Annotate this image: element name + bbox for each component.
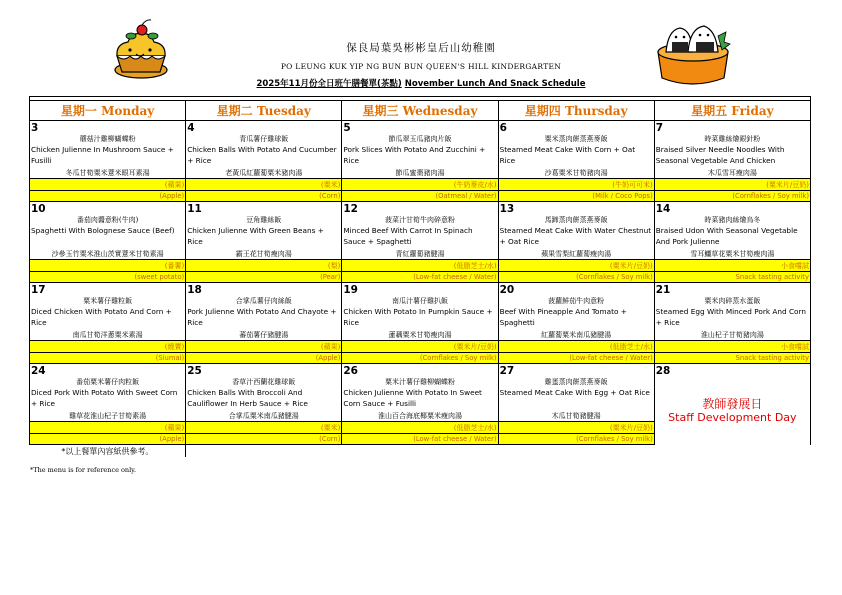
day-date: 25 (186, 364, 342, 378)
weekday-wednesday: 星期三 Wednesday (342, 101, 498, 121)
dish-en: Diced Chicken With Potato And Corn + Rice (30, 306, 186, 329)
snack-zh: 小食嚐試 (654, 341, 810, 353)
soup-zh: 木瓜甘筍豬腱湯 (498, 410, 654, 422)
snack-en: (Apple) (186, 353, 342, 364)
day-date: 19 (342, 283, 498, 297)
dish-zh: 南瓜汁薯仔雞扒飯 (342, 296, 498, 306)
day-date: 20 (498, 283, 654, 297)
dish-zh: 雞蛋蒸肉餅蒸燕麥飯 (498, 377, 654, 387)
week-1-day-date-row (30, 121, 811, 135)
week-1-soup-zh-row (30, 167, 811, 179)
snack-zh: (粟米) (186, 422, 342, 434)
snack-zh: (低脂芝士/水) (342, 422, 498, 434)
week-3-soup-zh-row (30, 329, 811, 341)
snack-en: (Siumai) (30, 353, 186, 364)
dish-zh: 時菜豬肉絲燴烏冬 (654, 215, 810, 225)
dish-en: Steamed Meat Cake With Water Chestnut + Oat Rice (498, 225, 654, 248)
staff-day-zh: 教師發展日 (702, 396, 763, 411)
soup-zh: 合掌瓜粟米南瓜豬腱湯 (186, 410, 342, 422)
soup-zh: 節瓜蜜棗豬肉湯 (342, 167, 498, 179)
day-date: 7 (654, 121, 810, 135)
snack-zh: (蘋果) (186, 341, 342, 353)
soup-zh: 沙參玉竹粟米淮山茨實薏米甘筍素湯 (30, 248, 186, 260)
footnote-en: *The menu is for reference only. (30, 466, 137, 474)
week-3-dish-zh-row (30, 296, 811, 306)
soup-zh: 雞草花淮山杞子甘筍素湯 (30, 410, 186, 422)
week-3-day-date-row (30, 283, 811, 297)
day-date: 10 (30, 202, 186, 216)
snack-en: (Low-fat cheese / Water) (498, 353, 654, 364)
week-3-snack-en-row (30, 353, 811, 364)
soup-zh: 南瓜甘筍洋蔥粟米素湯 (30, 329, 186, 341)
school-name-zh: 保良局葉吳彬彬皇后山幼稚園 (346, 42, 496, 54)
soup-zh: 木瓜雪耳瘦肉湯 (654, 167, 810, 179)
day-date: 3 (30, 121, 186, 135)
dish-en: Braised Udon With Seasonal Vegetable And Pork Julienne (654, 225, 810, 248)
snack-zh: (粟米片/豆奶) (498, 260, 654, 272)
soup-zh: 老黃瓜紅蘿蔔粟米豬肉湯 (186, 167, 342, 179)
menu-table (29, 96, 811, 457)
soup-zh: 紅蘿蔔粟米南瓜豬腱湯 (498, 329, 654, 341)
snack-en: (Cornflakes / Soy milk) (498, 434, 654, 445)
day-date: 18 (186, 283, 342, 297)
schedule-title: 2025年11月份全日班午膳餐單(茶點) November Lunch And Snack Schedule (256, 79, 586, 89)
dish-en: Minced Beef With Carrot In Spinach Sauce + Spaghetti (342, 225, 498, 248)
day-date: 11 (186, 202, 342, 216)
weekday-thursday: 星期四 Thursday (498, 101, 654, 121)
dish-en: Beef With Pineapple And Tomato + Spaghetti (498, 306, 654, 329)
snack-en: (Cornflakes / Soy milk) (342, 353, 498, 364)
week-2-soup-zh-row (30, 248, 811, 260)
snack-en: (Low-fat cheese / Water) (342, 434, 498, 445)
day-date: 4 (186, 121, 342, 135)
week-1-dish-zh-row (30, 134, 811, 144)
soup-zh: 沙葛粟米甘筍豬肉湯 (498, 167, 654, 179)
dish-en: Chicken Julienne With Potato In Sweet Corn Sauce + Fusilli (342, 387, 498, 410)
snack-en: (Apple) (30, 434, 186, 445)
dish-en: Spaghetti With Bolognese Sauce (Beef) (30, 225, 186, 248)
snack-en: (Milk / Coco Pops) (498, 191, 654, 202)
soup-zh: 淮山杞子甘筍豬肉湯 (654, 329, 810, 341)
day-date: 6 (498, 121, 654, 135)
soup-zh: 蕃茄薯仔豬腱湯 (186, 329, 342, 341)
dish-en: Chicken Julienne In Mushroom Sauce + Fusilli (30, 144, 186, 167)
week-2-dish-zh-row (30, 215, 811, 225)
staff-day-en: Staff Development Day (668, 410, 797, 424)
day-date: 28 (654, 364, 810, 378)
day-date: 5 (342, 121, 498, 135)
soup-zh: 蓮藕粟米甘筍瘦肉湯 (342, 329, 498, 341)
snack-en: (Oatmeal / Water) (342, 191, 498, 202)
week-4-dish-zh-row (30, 377, 811, 387)
school-name-en: PO LEUNG KUK YIP NG BUN BUN QUEEN'S HILL KINDERGARTEN (280, 62, 562, 71)
snack-en: Snack tasting activity (654, 353, 810, 364)
soup-zh: 霸王花甘筍瘦肉湯 (186, 248, 342, 260)
snack-zh: (燒賣) (30, 341, 186, 353)
dish-zh: 番茄肉醬意粉(牛肉) (30, 215, 186, 225)
day-date: 21 (654, 283, 810, 297)
snack-zh: (牛奶可可米) (498, 179, 654, 191)
day-date: 14 (654, 202, 810, 216)
snack-en: (Cornflakes / Soy milk) (654, 191, 810, 202)
dish-zh: 合掌瓜薯仔肉絲飯 (186, 296, 342, 306)
snack-zh: (梨) (186, 260, 342, 272)
dish-zh: 節瓜翠玉瓜豬肉片飯 (342, 134, 498, 144)
snack-en: (Corn) (186, 434, 342, 445)
dish-zh: 粟米蒸肉餅蒸燕麥飯 (498, 134, 654, 144)
dish-zh: 蘑菇汁雞柳蝴蝶粉 (30, 134, 186, 144)
snack-zh: (粟米片/豆奶) (498, 422, 654, 434)
snack-zh: (蘋果) (30, 422, 186, 434)
weekday-tuesday: 星期二 Tuesday (186, 101, 342, 121)
dish-zh: 粟米薯仔雞粒飯 (30, 296, 186, 306)
dish-en: Steamed Egg With Minced Pork And Corn + Rice (654, 306, 810, 329)
soup-zh: 雪耳鱷草花粟米甘筍瘦肉湯 (654, 248, 810, 260)
week-1-snack-zh-row (30, 179, 811, 191)
weekday-header-row (30, 101, 811, 121)
dish-en: Chicken Balls With Broccoli And Cauliflower In Herb Sauce + Rice (186, 387, 342, 410)
dish-zh: 青瓜薯仔雞球飯 (186, 134, 342, 144)
snack-en: (Corn) (186, 191, 342, 202)
day-date: 26 (342, 364, 498, 378)
dish-zh: 香草汁西蘭花雞球飯 (186, 377, 342, 387)
dish-en: Braised Silver Needle Noodles With Seasonal Vegetable And Chicken (654, 144, 810, 167)
dish-zh: 番茄粟米薯仔肉粒飯 (30, 377, 186, 387)
snack-zh: (粟米片/豆奶) (342, 341, 498, 353)
dish-zh: 菠菜汁甘筍牛肉碎意粉 (342, 215, 498, 225)
staff-development-day (654, 377, 810, 445)
snack-zh: (牛奶麥皮/水) (342, 179, 498, 191)
dish-en: Pork Julienne With Potato And Chayote + Rice (186, 306, 342, 329)
snack-zh: (蘋果) (30, 179, 186, 191)
dish-zh: 菠蘿鮮茄牛肉意粉 (498, 296, 654, 306)
week-2-day-date-row (30, 202, 811, 216)
dish-zh: 粟米汁薯仔雞柳蝴蝶粉 (342, 377, 498, 387)
dish-zh: 時菜雞絲燴銀針粉 (654, 134, 810, 144)
snack-en: (Pear) (186, 272, 342, 283)
soup-zh: 淮山百合海底椰粟米瘦肉湯 (342, 410, 498, 422)
dish-zh: 豆角雞絲飯 (186, 215, 342, 225)
snack-en: (Cornflakes / Soy milk) (498, 272, 654, 283)
week-4-day-date-row (30, 364, 811, 378)
day-date: 13 (498, 202, 654, 216)
day-date: 12 (342, 202, 498, 216)
page-header (0, 0, 842, 92)
dish-zh: 馬蹄蒸肉餅蒸燕麥飯 (498, 215, 654, 225)
soup-zh: 蘋果雪梨紅蘿蔔瘦肉湯 (498, 248, 654, 260)
dish-en: Chicken Julienne With Green Beans + Rice (186, 225, 342, 248)
dish-en: Steamed Meat Cake With Egg + Oat Rice (498, 387, 654, 410)
snack-zh: 小食嚐試 (654, 260, 810, 272)
weekday-monday: 星期一 Monday (30, 101, 186, 121)
soup-zh: 冬瓜甘筍粟米薏米眼耳素湯 (30, 167, 186, 179)
note-row (30, 445, 811, 458)
dish-en: Pork Slices With Potato And Zucchini + Rice (342, 144, 498, 167)
snack-zh: (低脂芝士/水) (342, 260, 498, 272)
day-date: 17 (30, 283, 186, 297)
week-1-dish-en-row (30, 144, 811, 167)
week-3-snack-zh-row (30, 341, 811, 353)
soup-zh: 青紅蘿蔔豬腱湯 (342, 248, 498, 260)
snack-zh: (低脂芝士/水) (498, 341, 654, 353)
week-2-dish-en-row (30, 225, 811, 248)
day-date: 24 (30, 364, 186, 378)
snack-zh: (番薯) (30, 260, 186, 272)
weekday-friday: 星期五 Friday (654, 101, 810, 121)
footnote-zh: *以上餐單內容紙供參考。 (30, 445, 186, 458)
snack-en: (sweet potato) (30, 272, 186, 283)
dish-en: Steamed Meat Cake With Corn + Oat Rice (498, 144, 654, 167)
dish-en: Chicken With Potato In Pumpkin Sauce + Rice (342, 306, 498, 329)
week-2-snack-en-row (30, 272, 811, 283)
snack-zh: (粟米片/豆奶) (654, 179, 810, 191)
dish-en: Diced Pork With Potato With Sweet Corn + Rice (30, 387, 186, 410)
dish-en: Chicken Balls With Potato And Cucumber + Rice (186, 144, 342, 167)
week-3-dish-en-row (30, 306, 811, 329)
snack-zh: (粟米) (186, 179, 342, 191)
week-2-snack-zh-row (30, 260, 811, 272)
day-date: 27 (498, 364, 654, 378)
snack-en: (Apple) (30, 191, 186, 202)
week-1-snack-en-row (30, 191, 811, 202)
snack-en: Snack tasting activity (654, 272, 810, 283)
dish-zh: 粟米肉碎蒸水蛋飯 (654, 296, 810, 306)
snack-en: (Low-fat cheese / Water) (342, 272, 498, 283)
